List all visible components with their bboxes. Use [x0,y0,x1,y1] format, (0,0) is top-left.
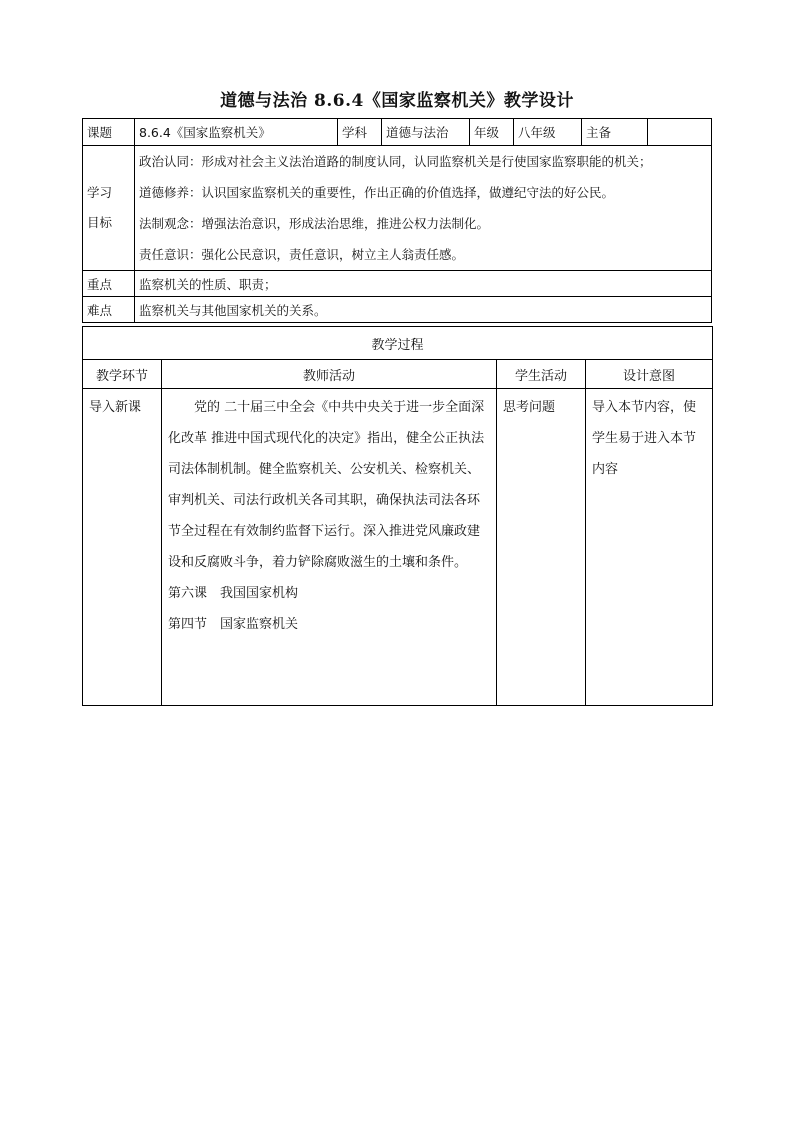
column-header-student: 学生活动 [497,360,586,389]
column-header-row [83,360,713,389]
key-point-row [83,271,712,297]
design-intent-text: 导入本节内容，使学生易于进入本节内容 [592,400,697,477]
teacher-activity-cell [162,389,497,706]
goals-label-line1: 学习 [87,185,113,200]
student-activity-cell [497,389,586,706]
author-value [648,119,712,146]
topic-value: 8.6.4《国家监察机关》 [135,119,338,146]
subject-value: 道德与法治 [382,119,470,146]
table-row [83,389,713,706]
teaching-process-table [82,326,713,706]
grade-label: 年级 [470,119,514,146]
author-label: 主备 [582,119,648,146]
goal-item: 政治认同：形成对社会主义法治道路的制度认同，认同监察机关是行使国家监察职能的机关； [139,154,652,169]
column-header-teacher: 教师活动 [162,360,497,389]
info-row [83,119,712,146]
teacher-paragraph: 党的 二十届三中全会《中共中央关于进一步全面深化改革 推进中国式现代化的决定》指出，健全公正执法司法体制机制。健全监察机关、公安机关、检察机关、审判机关、司法行政机关各司其职，确保执法司法各环节全过程在有效制约监督下运行。深入推进党风廉政建设和反腐败斗争，着力铲除腐败滋生的土壤和条件。 [168,400,485,570]
column-header-stage: 教学环节 [83,360,162,389]
goals-content [135,146,712,271]
goal-item: 法制观念：增强法治意识，形成法治思维，推进公权力法制化。 [139,216,490,231]
goal-item: 道德修养：认识国家监察机关的重要性，作出正确的价值选择，做遵纪守法的好公民。 [139,185,615,200]
teacher-section-line: 第四节 国家监察机关 [168,617,299,632]
difficulty-label: 难点 [83,297,135,323]
difficulty-row [83,297,712,323]
goal-item: 责任意识：强化公民意识，责任意识，树立主人翁责任感。 [139,247,465,262]
topic-label: 课题 [83,119,135,146]
key-point-value: 监察机关的性质、职责； [135,271,712,297]
teacher-chapter-line: 第六课 我国国家机构 [168,586,299,601]
student-activity-text: 思考问题 [503,400,556,415]
grade-value: 八年级 [514,119,582,146]
stage-text: 导入新课 [89,400,142,415]
goals-label [83,146,135,271]
difficulty-value: 监察机关与其他国家机关的关系。 [135,297,712,323]
column-header-intent: 设计意图 [586,360,713,389]
design-intent-cell [586,389,713,706]
key-point-label: 重点 [83,271,135,297]
process-header: 教学过程 [83,327,713,360]
stage-cell [83,389,162,706]
page-title: 道德与法治 8.6.4《国家监察机关》教学设计 [220,91,574,111]
goals-label-line2: 目标 [87,215,113,230]
subject-label: 学科 [338,119,382,146]
process-header-row [83,327,713,360]
lesson-info-table [82,118,712,323]
goals-row [83,146,712,271]
